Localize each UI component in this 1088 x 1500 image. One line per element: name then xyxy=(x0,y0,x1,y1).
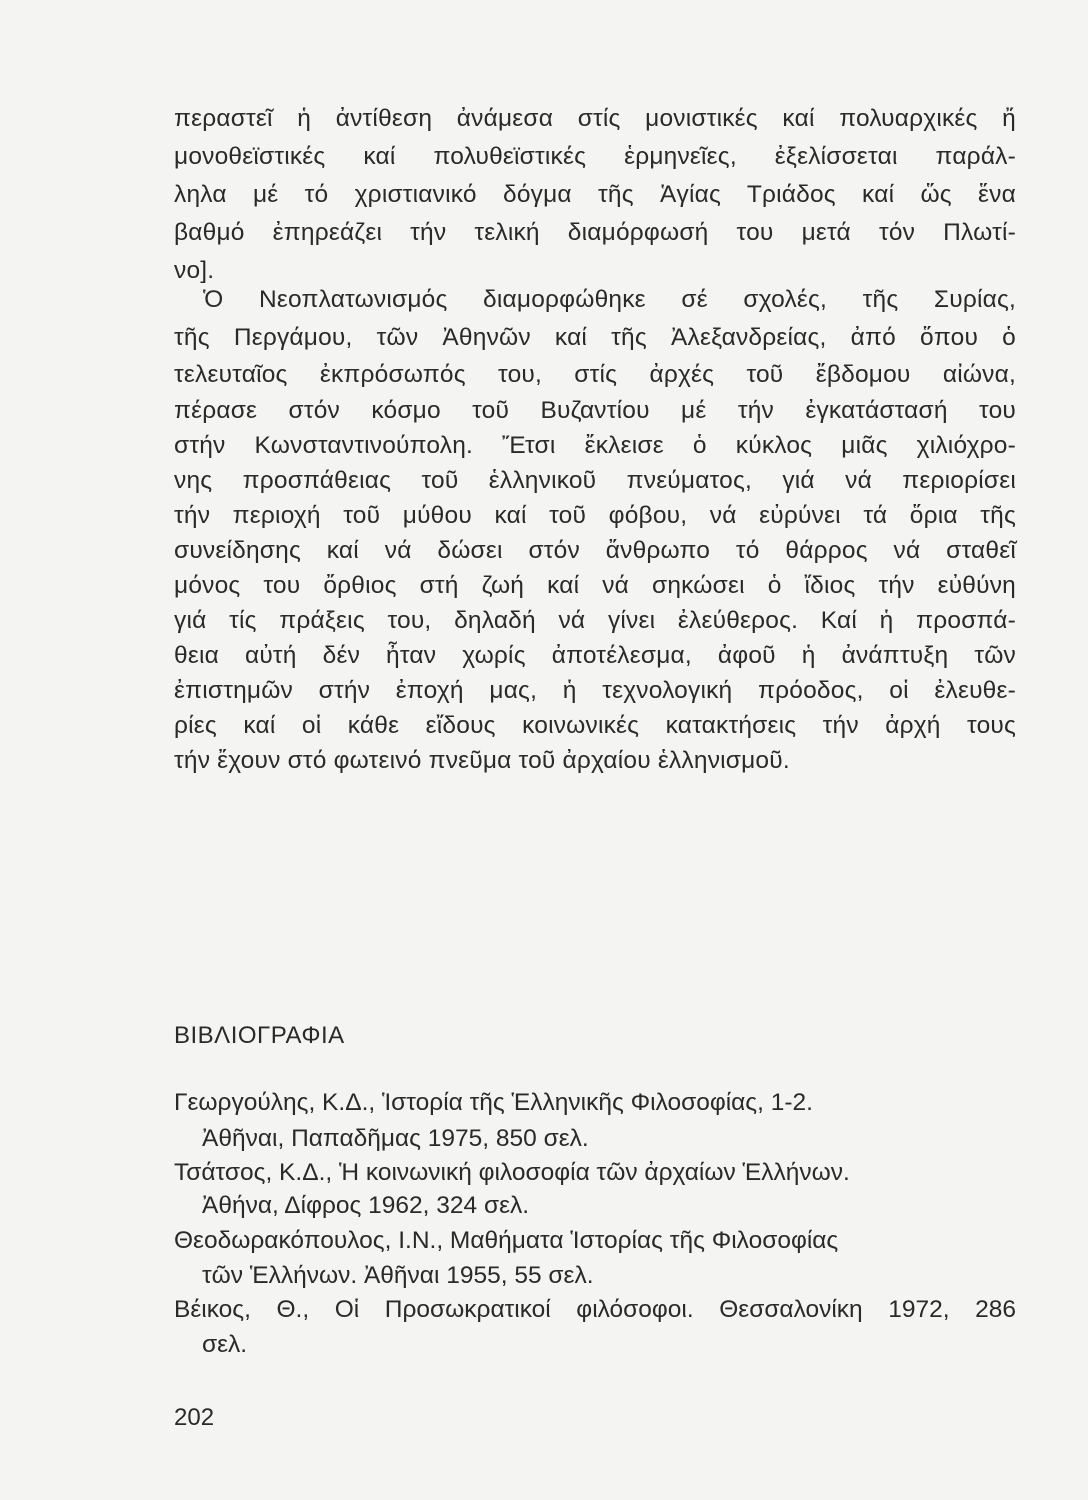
body-line: νης προσπάθειας τοῦ ἑλληνικοῦ πνεύματος, γιά νά περιορίσει xyxy=(174,467,1016,494)
body-line: γιά τίς πράξεις του, δηλαδή νά γίνει ἐλεύθερος. Καί ἡ προσπά- xyxy=(174,607,1016,634)
body-line: συνείδησης καί νά δώσει στόν ἄνθρωπο τό θάρρος νά σταθεῖ xyxy=(174,537,1016,564)
bibliography-entry-continuation: Ἀθῆναι, Παπαδῆμας 1975, 850 σελ. xyxy=(202,1125,589,1152)
body-line: θεια αὐτή δέν ἦταν χωρίς ἀποτέλεσμα, ἀφοῦ ἡ ἀνάπτυξη τῶν xyxy=(174,642,1016,669)
bibliography-entry: Βέικος, Θ., Οἱ Προσωκρατικοί φιλόσοφοι. Θεσσαλονίκη 1972, 286 xyxy=(174,1296,1016,1323)
body-line: βαθμό ἐπηρεάζει τήν τελική διαμόρφωσή του μετά τόν Πλωτί- xyxy=(174,219,1016,246)
body-line: ρίες καί οἱ κάθε εἴδους κοινωνικές κατακτήσεις τήν ἀρχή τους xyxy=(174,712,1016,739)
bibliography-heading: ΒΙΒΛΙΟΓΡΑΦΙΑ xyxy=(174,1022,345,1049)
body-line: μονοθεϊστικές καί πολυθεϊστικές ἑρμηνεῖες, ἐξελίσσεται παράλ- xyxy=(174,143,1016,170)
page-number: 202 xyxy=(174,1404,215,1431)
bibliography-entry: Τσάτσος, Κ.Δ., Ἡ κοινωνική φιλοσοφία τῶν ἀρχαίων Ἑλλήνων. xyxy=(174,1159,850,1186)
body-line: τήν περιοχή τοῦ μύθου καί τοῦ φόβου, νά εὐρύνει τά ὅρια τῆς xyxy=(174,502,1016,529)
bibliography-entry: Γεωργούλης, Κ.Δ., Ἱστορία τῆς Ἑλληνικῆς Φιλοσοφίας, 1-2. xyxy=(174,1089,813,1116)
body-line: ἐπιστημῶν στήν ἐποχή μας, ἡ τεχνολογική πρόοδος, οἱ ἐλευθε- xyxy=(174,677,1016,704)
body-line: ληλα μέ τό χριστιανικό δόγμα τῆς Ἁγίας Τριάδος καί ὥς ἕνα xyxy=(174,181,1016,208)
bibliography-entry-continuation: τῶν Ἑλλήνων. Ἀθῆναι 1955, 55 σελ. xyxy=(202,1262,594,1289)
body-line: τελευταῖος ἐκπρόσωπός του, στίς ἀρχές τοῦ ἔβδομου αἰώνα, xyxy=(174,361,1016,388)
body-line: μόνος του ὄρθιος στή ζωή καί νά σηκώσει ὁ ἴδιος τήν εὐθύνη xyxy=(174,572,1016,599)
body-line: πέρασε στόν κόσμο τοῦ Βυζαντίου μέ τήν ἐγκατάστασή του xyxy=(174,397,1016,424)
bibliography-entry: Θεοδωρακόπουλος, Ι.Ν., Μαθήματα Ἱστορίας τῆς Φιλοσοφίας xyxy=(174,1227,839,1254)
body-line-paragraph-start: Ὁ Νεοπλατωνισμός διαμορφώθηκε σέ σχολές, τῆς Συρίας, xyxy=(203,286,1016,313)
body-line: στήν Κωνσταντινούπολη. Ἔτσι ἔκλεισε ὁ κύκλος μιᾶς χιλιόχρο- xyxy=(174,432,1016,459)
body-line: τήν ἔχουν στό φωτεινό πνεῦμα τοῦ ἀρχαίου ἑλληνισμοῦ. xyxy=(174,747,790,774)
body-line: περαστεῖ ἡ ἀντίθεση ἀνάμεσα στίς μονιστικές καί πολυαρχικές ἤ xyxy=(174,105,1016,132)
body-line: τῆς Περγάμου, τῶν Ἀθηνῶν καί τῆς Ἀλεξανδρείας, ἀπό ὅπου ὁ xyxy=(174,324,1016,351)
bibliography-entry-continuation: Ἀθήνα, Δίφρος 1962, 324 σελ. xyxy=(202,1192,530,1219)
bibliography-entry-continuation: σελ. xyxy=(202,1331,248,1358)
body-line: νο]. xyxy=(174,257,215,284)
